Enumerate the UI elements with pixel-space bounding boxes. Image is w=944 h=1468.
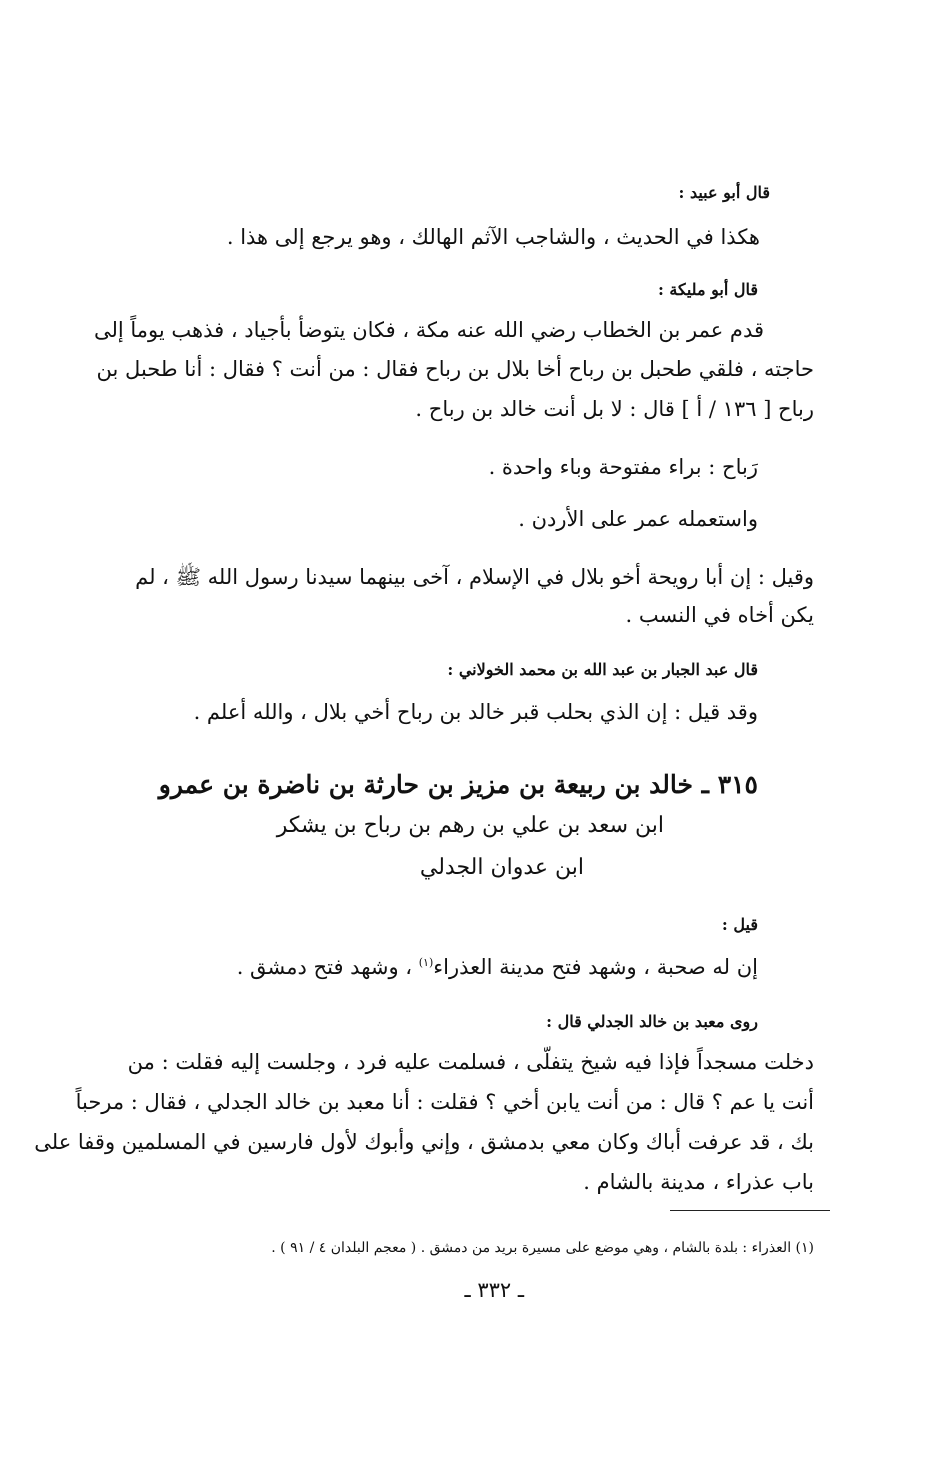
entry-subheading: ابن عدوان الجدلي bbox=[419, 855, 584, 880]
entry-subheading: ابن سعد بن علي بن رهم بن رباح بن يشكر bbox=[276, 813, 664, 838]
speaker-label-mabad: روى معبد بن خالد الجدلي قال : bbox=[546, 1012, 758, 1031]
speaker-label-abu-ubaid: قال أبو عبيد : bbox=[678, 183, 770, 202]
speaker-label-abu-mulaika: قال أبو مليكة : bbox=[657, 280, 758, 299]
footnote-divider bbox=[670, 1210, 830, 1211]
body-line: رباح [ ١٣٦ / أ ] قال : لا بل أنت خالد بن رباح . bbox=[415, 397, 814, 421]
body-line-with-footnote bbox=[237, 955, 758, 979]
body-line: يكن أخاه في النسب . bbox=[625, 603, 814, 627]
body-line: حاجته ، فلقي طحبل بن رباح أخا بلال بن رباح فقال : من أنت ؟ فقال : أنا طحبل بن bbox=[96, 357, 814, 381]
body-line: رَباح : براء مفتوحة وباء واحدة . bbox=[488, 455, 758, 479]
entry-heading: ٣١٥ ـ خالد بن ربيعة بن مزيز بن حارثة بن ناضرة بن عمرو bbox=[158, 770, 758, 799]
body-line: بك ، قد عرفت أباك وكان معي بدمشق ، وإني وأبوك لأول فارسين في المسلمين وقفا على bbox=[34, 1130, 814, 1154]
speaker-label-qil: قيل : bbox=[721, 915, 758, 934]
body-line: واستعمله عمر على الأردن . bbox=[518, 507, 758, 531]
body-line: باب عذراء ، مدينة بالشام . bbox=[583, 1170, 814, 1194]
body-line: وقد قيل : إن الذي بحلب قبر خالد بن رباح أخي بلال ، والله أعلم . bbox=[193, 700, 758, 724]
footnote-marker: (١) bbox=[418, 956, 434, 969]
footnote-text: (١) العذراء : بلدة بالشام ، وهي موضع على مسيرة بريد من دمشق . ( معجم البلدان ٤ / ٩١ ) . bbox=[271, 1240, 814, 1256]
body-line: أنت يا عم ؟ قال : من أنت يابن أخي ؟ فقلت : أنا معبد بن خالد الجدلي ، فقال : مرحباً bbox=[75, 1090, 814, 1114]
speaker-label-abd-al-jabbar: قال عبد الجبار بن عبد الله بن محمد الخولاني : bbox=[447, 660, 758, 679]
body-text: ، وشهد فتح دمشق . bbox=[236, 955, 419, 979]
body-line: هكذا في الحديث ، والشاجب الآثم الهالك ، وهو يرجع إلى هذا . bbox=[226, 225, 760, 249]
body-line: وقيل : إن أبا رويحة أخو بلال في الإسلام ، آخى بينهما سيدنا رسول الله ﷺ ، لم bbox=[135, 565, 814, 589]
page-number: ـ ٣٣٢ ـ bbox=[464, 1278, 524, 1302]
body-line: قدم عمر بن الخطاب رضي الله عنه مكة ، فكان يتوضأ بأجياد ، فذهب يوماً إلى bbox=[93, 318, 764, 342]
body-line: دخلت مسجداً فإذا فيه شيخ يتفلّى ، فسلمت عليه فرد ، وجلست إليه فقلت : من bbox=[127, 1050, 814, 1074]
body-text: إن له صحبة ، وشهد فتح مدينة العذراء bbox=[433, 955, 758, 979]
